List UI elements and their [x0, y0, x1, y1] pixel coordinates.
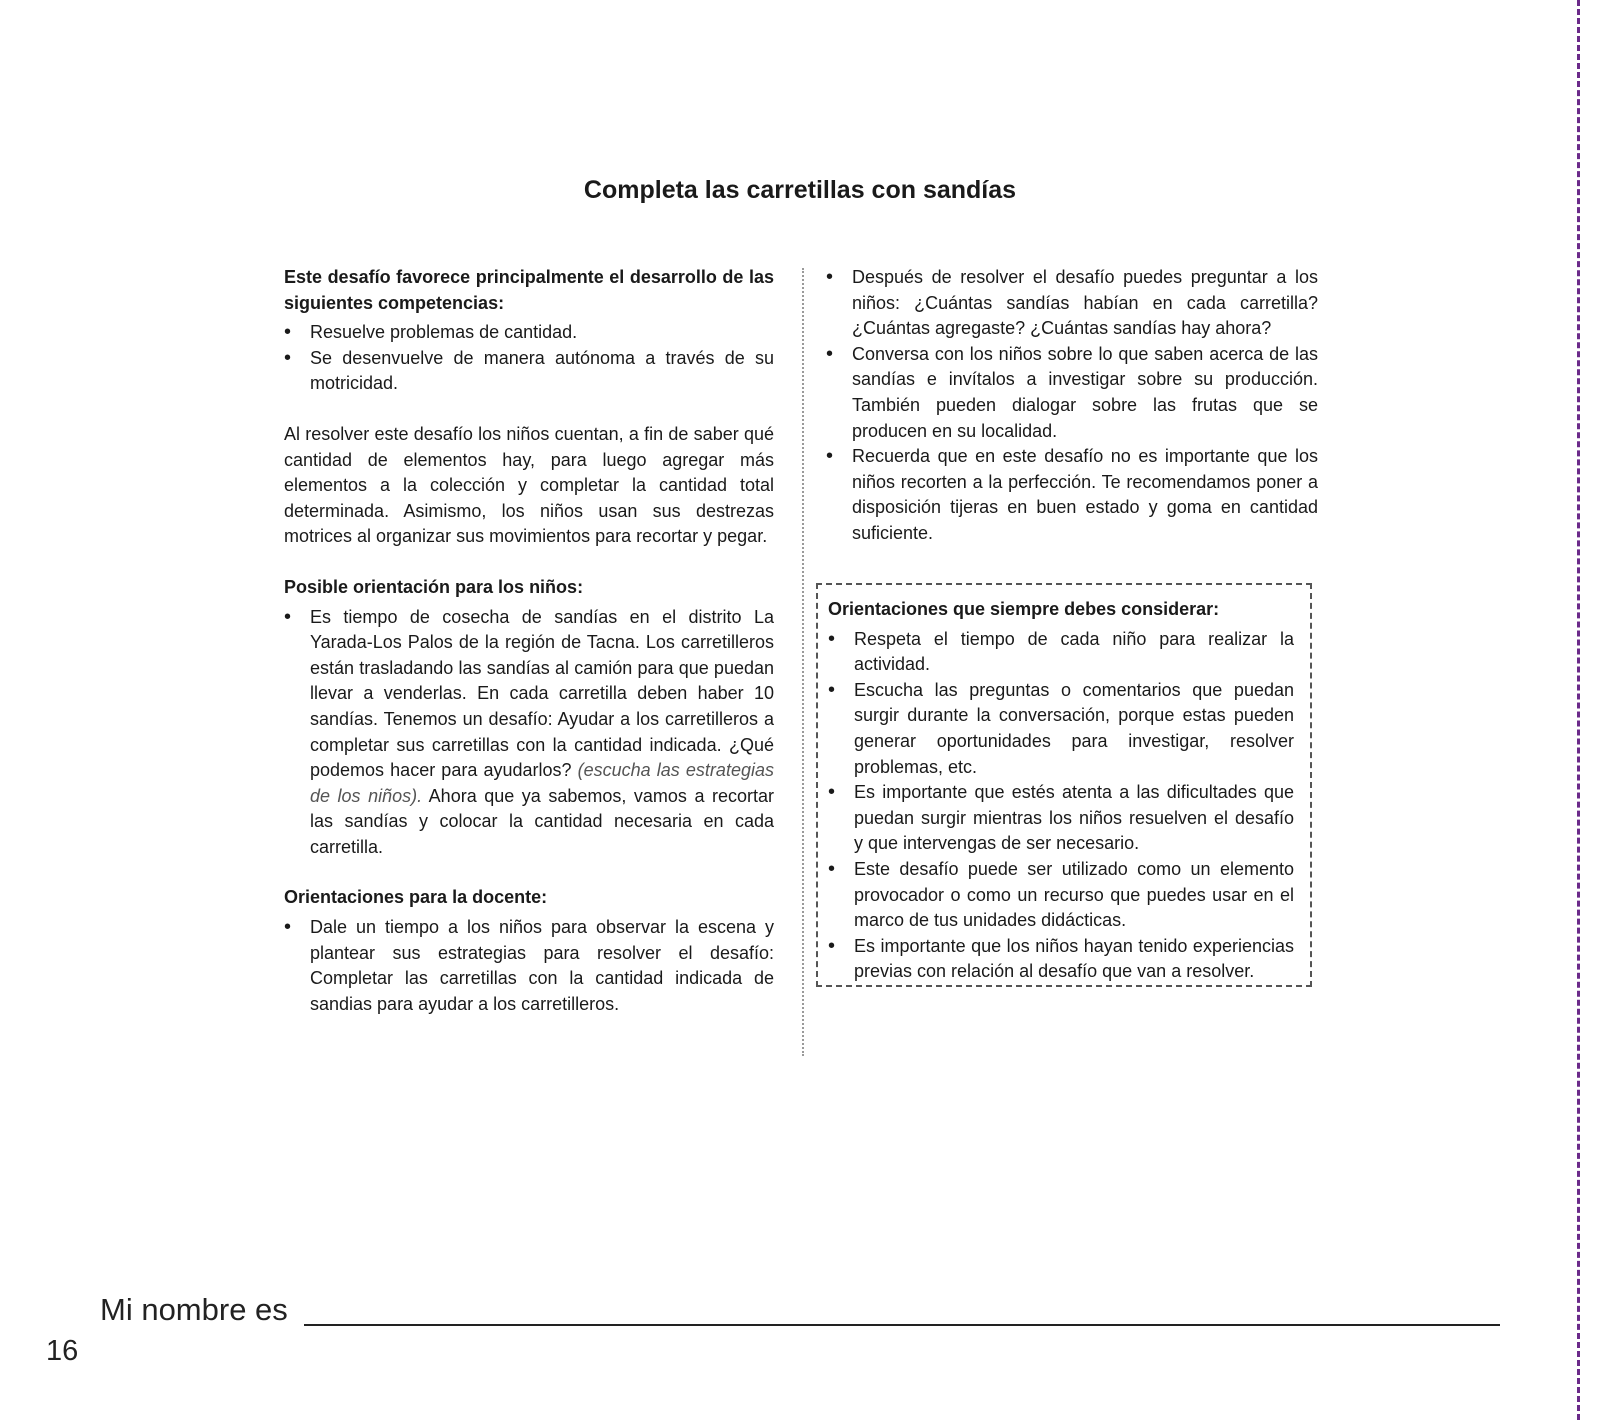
- competencies-heading: Este desafío favorece principalmente el desarrollo de las siguientes competencias:: [284, 267, 774, 313]
- teacher-tips-list: [826, 265, 1318, 547]
- list-item: • Es importante que los niños hayan tenido experiencias previas con relación al desafío que van a resolver.: [828, 934, 1294, 985]
- page-number: 16: [46, 1335, 79, 1367]
- name-write-line: [304, 1324, 1500, 1326]
- children-text-emphasis: (escucha las estrategias de los niños).: [310, 760, 774, 806]
- name-label: Mi nombre es: [100, 1292, 288, 1327]
- teacher-orientation-list: [284, 915, 774, 1017]
- list-item: • Escucha las preguntas o comentarios que puedan surgir durante la conversación, porque estas pueden generar oportunidades para investigar, resolver problemas, etc.: [828, 678, 1294, 780]
- considerations-box: [816, 583, 1312, 987]
- list-item: • Después de resolver el desafío puedes preguntar a los niños: ¿Cuántas sandías habían en cada carretilla? ¿Cuántas agregaste? ¿Cuántas sandías hay ahora?: [826, 265, 1318, 342]
- intro-paragraph: Al resolver este desafío los niños cuentan, a fin de saber qué cantidad de elementos hay, para luego agregar más elementos a la colección y completar la cantidad total determinada. Asimismo, los niños usan sus destrezas motrices al organizar sus movimientos para recortar y pegar.: [284, 423, 774, 547]
- teacher-orientation-heading: Orientaciones para la docente:: [284, 887, 548, 908]
- considerations-list: [828, 627, 1294, 985]
- list-item: • Resuelve problemas de cantidad.: [284, 320, 774, 346]
- children-text-b: Ahora que ya sabemos, vamos a recortar las sandías y colocar la cantidad necesaria en cada carretilla.: [310, 785, 774, 857]
- column-divider: [802, 268, 804, 1056]
- competencies-list: [284, 320, 774, 397]
- list-item: • Respeta el tiempo de cada niño para realizar la actividad.: [828, 627, 1294, 678]
- list-item: • Recuerda que en este desafío no es importante que los niños recorten a la perfección. Te recomendamos poner a disposición tijeras en buen estado y goma en cantidad suficiente.: [826, 444, 1318, 546]
- list-item: • Conversa con los niños sobre lo que saben acerca de las sandías e invítalos a investigar sobre su producción. También pueden dialogar sobre las frutas que se producen en su localidad.: [826, 342, 1318, 444]
- right-column: [826, 265, 1318, 547]
- page-title: Completa las carretillas con sandías: [583, 176, 1017, 204]
- children-orientation-list: [284, 605, 774, 861]
- list-item: • Este desafío puede ser utilizado como un elemento provocador o como un recurso que puedes usar en el marco de tus unidades didácticas.: [828, 857, 1294, 934]
- list-item: • Es importante que estés atenta a las dificultades que puedan surgir mientras los niños resuelven el desafío y que intervengas de ser necesario.: [828, 780, 1294, 857]
- children-orientation-heading: Posible orientación para los niños:: [284, 576, 584, 597]
- considerations-heading: Orientaciones que siempre debes considerar:: [828, 599, 1220, 619]
- children-text-a: Es tiempo de cosecha de sandías en el distrito La Yarada-Los Palos de la región de Tacna. Los carretilleros están trasladando las sandías al camión para que puedan llevar a venderlas. En cada carretilla deben haber 10 sandías. Tenemos un desafío: Ayudar a los carretilleros a completar sus carretillas con la cantidad indicada. ¿Qué podemos hacer para ayudarlos?: [310, 606, 774, 781]
- list-item: • Dale un tiempo a los niños para observar la escena y plantear sus estrategias para resolver el desafío: Completar las carretillas con la cantidad indicada de sandias para ayudar a los carretilleros.: [284, 915, 774, 1017]
- list-item: • Se desenvuelve de manera autónoma a través de su motricidad.: [284, 346, 774, 397]
- left-column: [284, 265, 774, 1017]
- list-item: [284, 605, 774, 861]
- cut-line: [1577, 0, 1580, 1420]
